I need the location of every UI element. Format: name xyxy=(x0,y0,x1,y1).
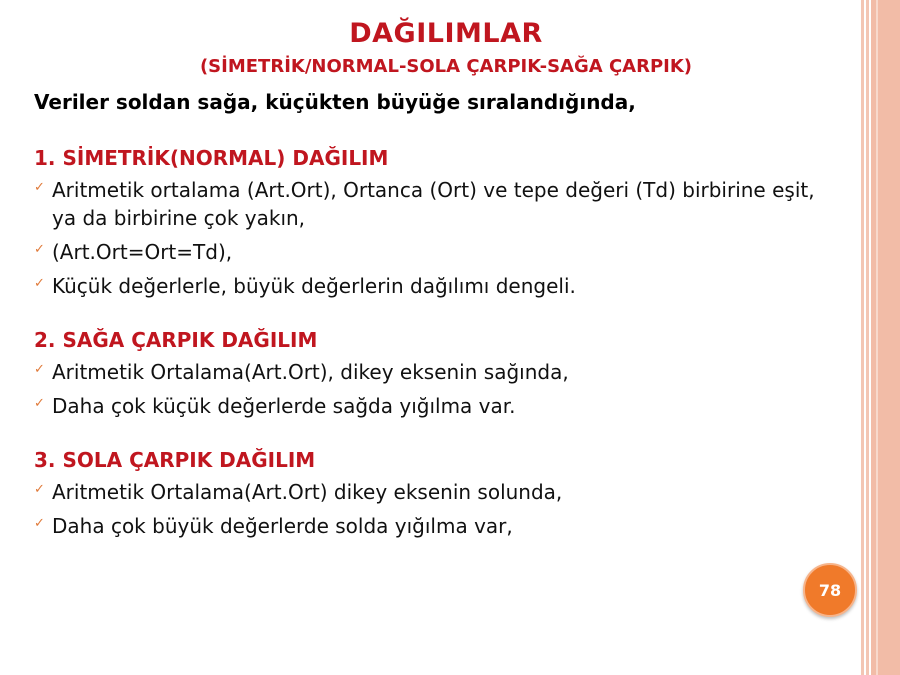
page-number-badge: 78 xyxy=(803,563,857,617)
list-item: ✓ Aritmetik Ortalama(Art.Ort) dikey eksenin solunda, xyxy=(34,478,834,506)
section-heading-symmetric: 1. SİMETRİK(NORMAL) DAĞILIM xyxy=(34,146,389,170)
list-item: ✓ (Art.Ort=Ort=Td), xyxy=(34,238,834,266)
checkmark-icon: ✓ xyxy=(34,242,45,257)
slide-body xyxy=(34,88,834,546)
section-heading-right-skew: 2. SAĞA ÇARPIK DAĞILIM xyxy=(34,328,318,352)
checkmark-icon: ✓ xyxy=(34,362,45,377)
section-heading-left-skew: 3. SOLA ÇARPIK DAĞILIM xyxy=(34,448,316,472)
bullet-list xyxy=(34,478,834,540)
decor-stripe xyxy=(861,0,864,675)
decor-stripe xyxy=(866,0,869,675)
bullet-list xyxy=(34,358,834,420)
list-item: ✓ Daha çok büyük değerlerde solda yığılma var, xyxy=(34,512,834,540)
checkmark-icon: ✓ xyxy=(34,276,45,291)
slide-subtitle: (SİMETRİK/NORMAL-SOLA ÇARPIK-SAĞA ÇARPIK) xyxy=(199,56,693,77)
checkmark-icon: ✓ xyxy=(34,396,45,411)
checkmark-icon: ✓ xyxy=(34,516,45,531)
checkmark-icon: ✓ xyxy=(34,180,45,195)
decor-stripe xyxy=(876,0,878,675)
checkmark-icon: ✓ xyxy=(34,482,45,497)
bullet-list xyxy=(34,176,834,300)
list-item: ✓ Daha çok küçük değerlerde sağda yığılma var. xyxy=(34,392,834,420)
list-item: ✓ Aritmetik ortalama (Art.Ort), Ortanca (Ort) ve tepe değeri (Td) birbirine eşit, ya da birbirine çok yakın, xyxy=(34,176,834,232)
slide-title: DAĞILIMLAR xyxy=(349,18,543,49)
intro-text: Veriler soldan sağa, küçükten büyüğe sıralandığında, xyxy=(34,90,636,114)
list-item: ✓ Küçük değerlerle, büyük değerlerin dağılımı dengeli. xyxy=(34,272,834,300)
list-item: ✓ Aritmetik Ortalama(Art.Ort), dikey eksenin sağında, xyxy=(34,358,834,386)
